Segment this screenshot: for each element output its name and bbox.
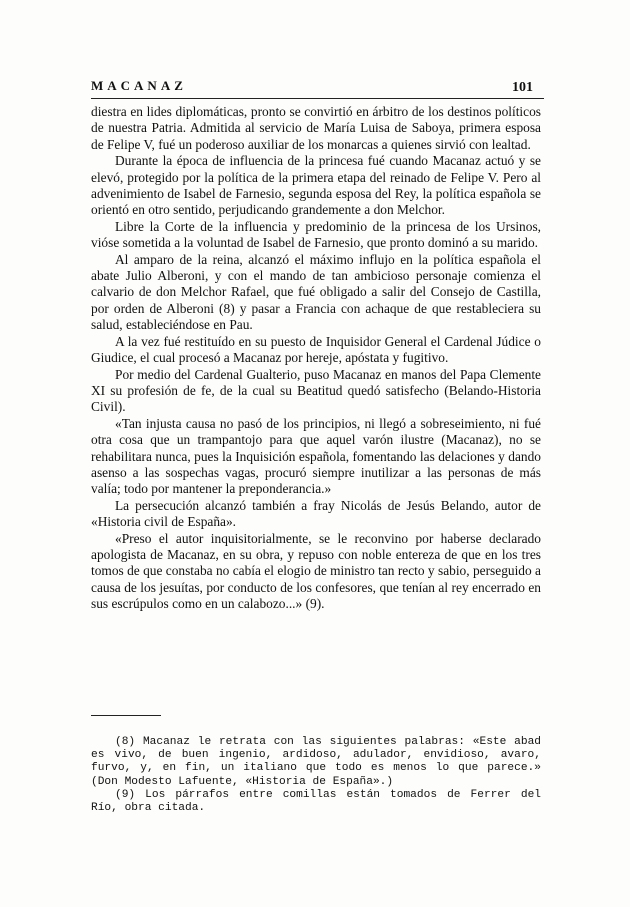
quoted-paragraph: «Preso el autor inquisitorialmente, se le reconvino por haberse declarado apologista de Macanaz, en su obra, y repuso con noble entereza de que en los tres tomos de que constaba no cabía el elogio de ministro tan recto y sabio, perseguido a causa de los jesuítas, por conducto de los confesores, que tenían al rey encerrado en sus escrúpulos como en un calabozo...» (9). <box>91 530 541 612</box>
page-number: 101 <box>512 80 533 95</box>
header-rule <box>91 98 544 99</box>
paragraph: diestra en lides diplomáticas, pronto se convirtió en árbitro de los destinos políticos de nuestra Patria. Admitida al servicio de María Luisa de Saboya, primera esposa de Felipe V, fué un poderoso auxiliar de los monarcas a quienes sirvió con lealtad. <box>91 104 541 152</box>
paragraph: La persecución alcanzó también a fray Nicolás de Jesús Belando, autor de «Historia civil de España». <box>91 497 541 530</box>
footnote: (8) Macanaz le retrata con las siguientes palabras: «Este abad es vivo, de buen ingenio, ardidoso, adulador, envidioso, avaro, furvo, y, en fin, un italiano que todo es menos lo que parece.» (Don Modesto Lafuente, «Historia de España».) <box>91 736 541 788</box>
body-text <box>91 104 541 613</box>
footnotes <box>91 736 541 815</box>
paragraph: Durante la época de influencia de la princesa fué cuando Macanaz actuó y se elevó, protegido por la política de la primera etapa del reinado de Felipe V. Pero al advenimiento de Isabel de Farnesio, segunda esposa del Rey, la política española se orientó en otro sentido, perjudicando grandemente a don Melchor. <box>91 153 541 218</box>
running-title: MACANAZ <box>91 78 187 93</box>
paragraph: A la vez fué restituído en su puesto de Inquisidor General el Cardenal Júdice o Giudice, el cual procesó a Macanaz por hereje, apóstata y fugitivo. <box>91 333 541 366</box>
paragraph: Al amparo de la reina, alcanzó el máximo influjo en la política española el abate Julio Alberoni, y con el mando de tan ambicioso personaje comienza el calvario de don Melchor Rafael, que fué obligado a salir del Consejo de Castilla, por orden de Alberoni (8) y pasar a Francia con achaque de que restableciera su salud, estableciéndose en Pau. <box>91 251 541 333</box>
paragraph: Libre la Corte de la influencia y predominio de la princesa de los Ursinos, vióse sometida a la voluntad de Isabel de Farnesio, que pronto dominó a su marido. <box>91 218 541 251</box>
quoted-paragraph: «Tan injusta causa no pasó de los principios, ni llegó a sobreseimiento, ni fué otra cosa que un trampantojo para que aquel varón ilustre (Macanaz), no se rehabilitara nunca, pues la Inquisición española, fomentando las delaciones y dando asenso a las sospechas vagas, procuró siempre inutilizar a las personas de más valía; todo por mantener la preponderancia.» <box>91 415 541 497</box>
footnote: (9) Los párrafos entre comillas están tomados de Ferrer del Río, obra citada. <box>91 788 541 815</box>
footnote-rule <box>91 715 161 716</box>
paragraph: Por medio del Cardenal Gualterio, puso Macanaz en manos del Papa Clemente XI su profesión de fe, de la cual su Beatitud quedó satisfecho (Belando-Historia Civil). <box>91 366 541 415</box>
